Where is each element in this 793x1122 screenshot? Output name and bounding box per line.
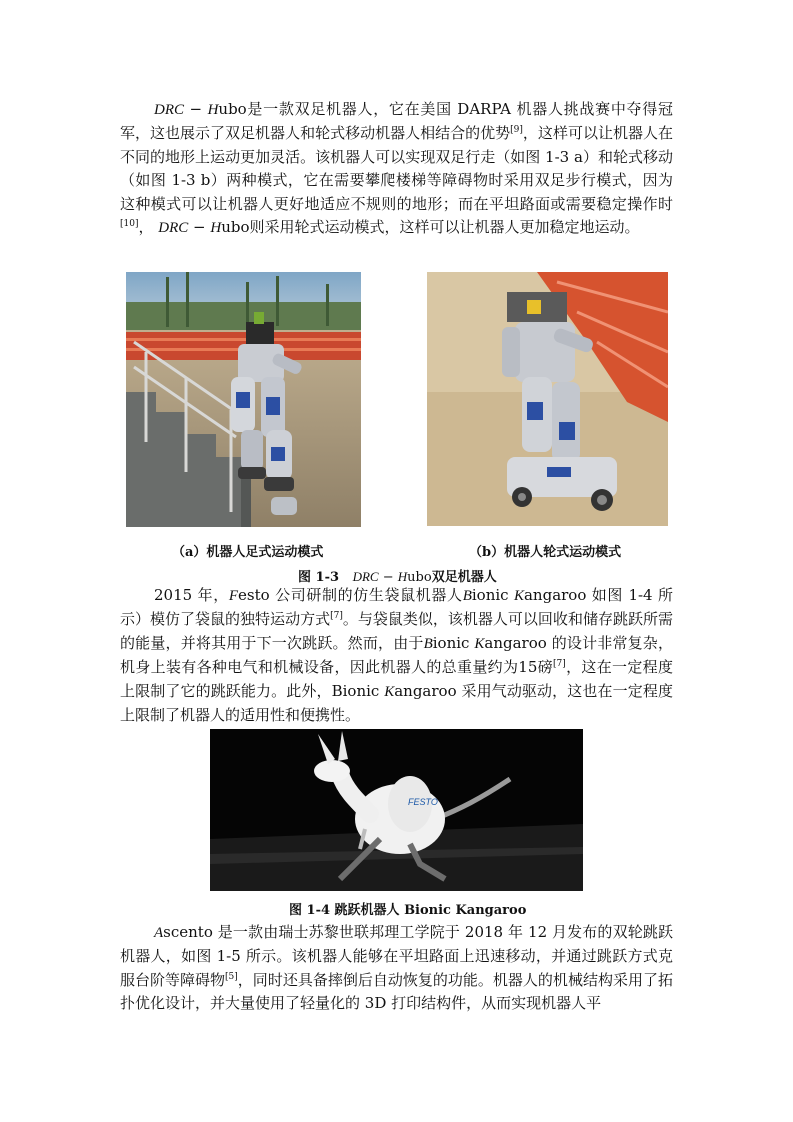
- minus-sign: −: [184, 100, 208, 118]
- minus-sign-2: −: [188, 218, 211, 237]
- figure-legged-mode-image: [126, 272, 361, 527]
- paragraph-drc-hubo: [120, 98, 673, 240]
- para2-text-7: angaroo 的设计非常复杂，机身上装有各种电气和机械设备，因此机器人的总重量约为15磅: [120, 633, 673, 677]
- figure-bionic-kangaroo-image: [210, 729, 583, 891]
- citation-7a: [7]: [330, 611, 343, 622]
- citation-10: [10]: [120, 219, 139, 230]
- figure-wheeled-mode-image: [427, 272, 668, 526]
- para2-text-8: ，这在一定程度上限制了它的跳跃能力。此外，: [120, 658, 673, 700]
- hubo-h-caption: H: [397, 569, 408, 584]
- drc-term: DRC: [154, 102, 184, 118]
- para1-text-4: 则采用轮式运动模式，这样可以让机器人更加稳定地运动。: [249, 218, 640, 237]
- caption-figure-1-4: 图 1-4 跳跃机器人 Bionic Kangaroo: [289, 903, 527, 918]
- hubo-rest: ubo: [218, 100, 247, 118]
- caption-figure-1-3: [298, 566, 497, 585]
- caption-suffix: 双足机器人: [431, 570, 497, 585]
- festo-f: F: [228, 588, 239, 604]
- caption-figure-a: （a）机器人足式运动模式: [172, 545, 324, 560]
- para2-text-2: esto 公司研制的仿生袋鼠机器人: [238, 586, 463, 604]
- caption-figure-b: （b）机器人轮式运动模式: [469, 545, 622, 560]
- para2-text-6: ionic: [432, 633, 475, 652]
- para1-text-1: 是一款双足机器人，它在美国 DARPA 机器人挑战赛中夺得冠军，这也展示了双足机器人和轮式移动机器人相结合的优势: [120, 100, 673, 143]
- kangaroo-k: K: [513, 588, 524, 604]
- hubo-rest-2: ubo: [221, 218, 250, 237]
- para3-text-2: ，同时还具备摔倒后自动恢复的功能。机器人的机械结构采用了拓扑优化设计，并大量使用了轻量化的 3D 打印结构件，从而实现机器人平: [120, 970, 673, 1013]
- bionic-b: B: [462, 588, 472, 604]
- minus-caption: −: [378, 570, 398, 585]
- hubo-h-2: H: [210, 220, 222, 237]
- para2-text-10: angaroo 采用气动驱动，这也在一定程度上限制了机器人的适用性和便携性。: [120, 681, 673, 725]
- hubo-rest-caption: ubo: [407, 570, 432, 585]
- paragraph-ascento: [120, 921, 673, 1016]
- paragraph-bionic-kangaroo: [120, 584, 673, 727]
- para2-text-4: angaroo 如图 1-4 所示）模仿了袋鼠的独特运动方式: [120, 586, 673, 629]
- caption-prefix: 图 1-3: [298, 570, 340, 585]
- kangaroo-k-2: K: [474, 635, 485, 652]
- para2-text-5: 。与袋鼠类似，该机器人可以回收和储存跳跃所需的能量，并将其用于下一次跳跃。然而，由于: [120, 610, 673, 652]
- citation-7b: [7]: [553, 659, 566, 670]
- para2-text-1: 2015 年，: [154, 586, 229, 604]
- citation-5: [5]: [225, 971, 238, 982]
- drc-term-2: DRC: [158, 220, 189, 237]
- hubo-h: H: [207, 102, 219, 118]
- drc-term-caption: DRC: [352, 569, 379, 584]
- citation-9: [9]: [510, 125, 523, 136]
- kangaroo-k-3: K: [384, 683, 395, 700]
- festo-badge: FESTO: [408, 797, 438, 807]
- para2-text-9: Bionic: [331, 681, 385, 700]
- para1-text-3: ，: [138, 218, 154, 237]
- ascento-a: A: [154, 925, 164, 941]
- bionic-b-2: B: [423, 635, 433, 652]
- para2-text-3: ionic: [471, 586, 514, 604]
- para3-text-1: scento 是一款由瑞士苏黎世联邦理工学院于 2018 年 12 月发布的双轮跳跃机器人，如图 1-5 所示。该机器人能够在平坦路面上迅速移动，并通过跳跃方式克服台阶等障碍物: [120, 923, 673, 989]
- para1-text-2: ，这样可以让机器人在不同的地形上运动更加灵活。该机器人可以实现双足行走（如图 1-3 a）和轮式移动（如图 1-3 b）两种模式，它在需要攀爬楼梯等障碍物时采用双足步行模式，因为这种模式可以让机器人更好地适应不规则的地形；而在平坦路面或需要稳定操作时: [120, 124, 673, 213]
